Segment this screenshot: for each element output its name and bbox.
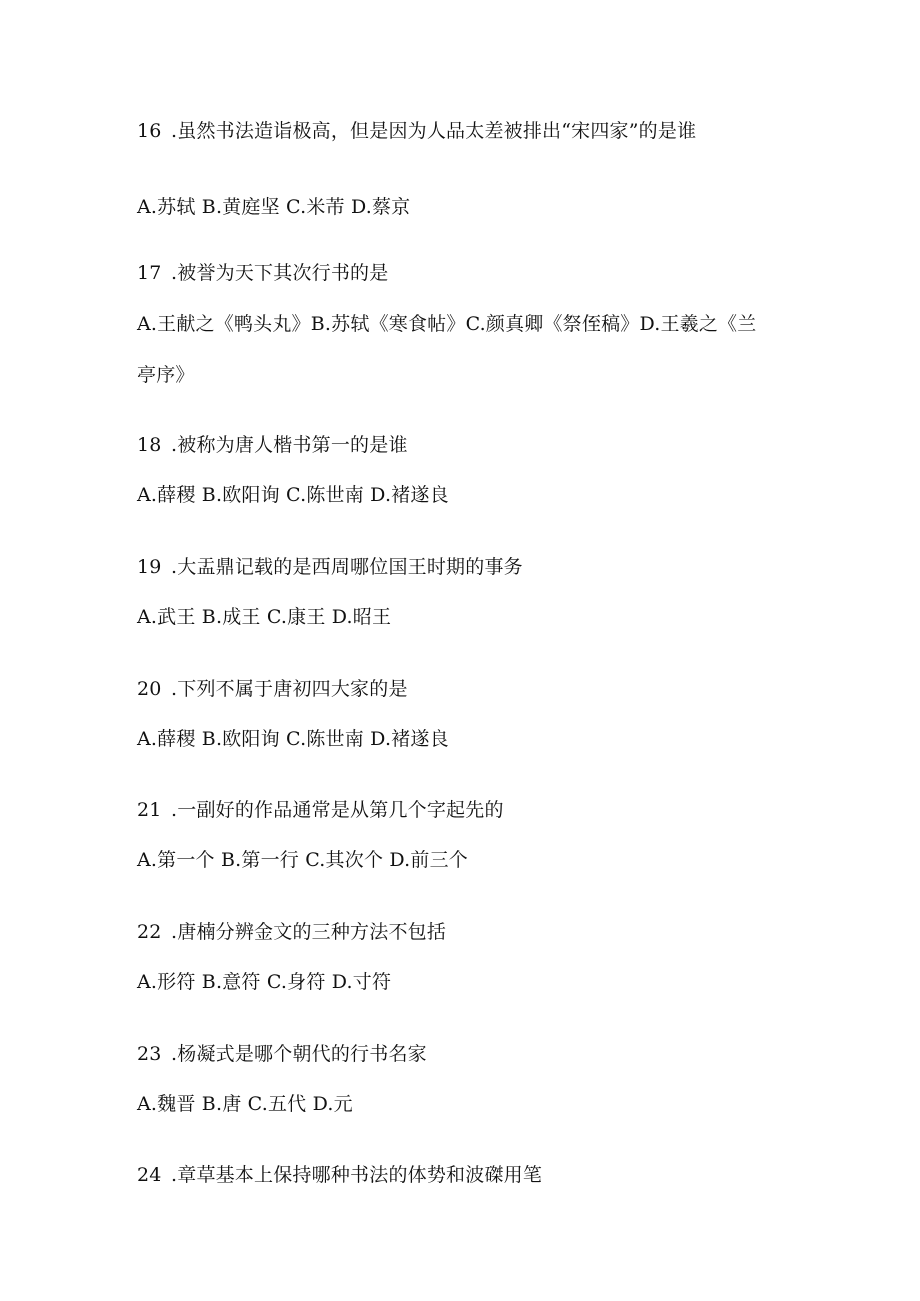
question-23-options: A.魏晋 B.唐 C.五代 D.元 (137, 1093, 353, 1115)
question-17 (137, 261, 797, 285)
question-text: .一副好的作品通常是从第几个字起先的 (171, 799, 504, 821)
question-text: .被称为唐人楷书第一的是谁 (171, 434, 408, 456)
question-text: .章草基本上保持哪种书法的体势和波磔用笔 (171, 1164, 543, 1186)
question-number: 21 (137, 799, 162, 821)
question-text: .唐楠分辨金文的三种方法不包括 (171, 921, 447, 943)
question-16-options: A.苏轼 B.黄庭坚 C.米芾 D.蔡京 (137, 196, 411, 218)
question-22-options: A.形符 B.意符 C.身符 D.寸符 (137, 971, 392, 993)
question-17-options: A.王献之《鸭头丸》B.苏轼《寒食帖》C.颜真卿《祭侄稿》D.王羲之《兰 (137, 313, 757, 335)
question-17-options-continued: 亭序》 (137, 364, 195, 386)
question-18 (137, 433, 797, 457)
question-24 (137, 1163, 797, 1187)
question-23 (137, 1042, 797, 1066)
question-19-options: A.武王 B.成王 C.康王 D.昭王 (137, 606, 392, 628)
question-text: .被誉为天下其次行书的是 (171, 262, 389, 284)
question-21-options: A.第一个 B.第一行 C.其次个 D.前三个 (137, 849, 468, 871)
question-number: 17 (137, 262, 162, 284)
question-number: 24 (137, 1164, 162, 1186)
question-16 (137, 119, 797, 143)
question-number: 23 (137, 1043, 162, 1065)
question-text: .大盂鼎记载的是西周哪位国王时期的事务 (171, 556, 523, 578)
question-18-options: A.薛稷 B.欧阳询 C.陈世南 D.褚遂良 (137, 484, 449, 506)
question-text: .下列不属于唐初四大家的是 (171, 678, 408, 700)
question-text: .杨凝式是哪个朝代的行书名家 (171, 1043, 427, 1065)
question-number: 20 (137, 678, 162, 700)
question-number: 18 (137, 434, 162, 456)
question-19 (137, 555, 797, 579)
question-20 (137, 677, 797, 701)
question-number: 19 (137, 556, 162, 578)
question-21 (137, 798, 797, 822)
question-22 (137, 920, 797, 944)
question-20-options: A.薛稷 B.欧阳询 C.陈世南 D.褚遂良 (137, 728, 449, 750)
question-number: 22 (137, 921, 162, 943)
question-text: .虽然书法造诣极高，但是因为人品太差被排出“宋四家”的是谁 (171, 120, 697, 142)
question-number: 16 (137, 120, 162, 142)
